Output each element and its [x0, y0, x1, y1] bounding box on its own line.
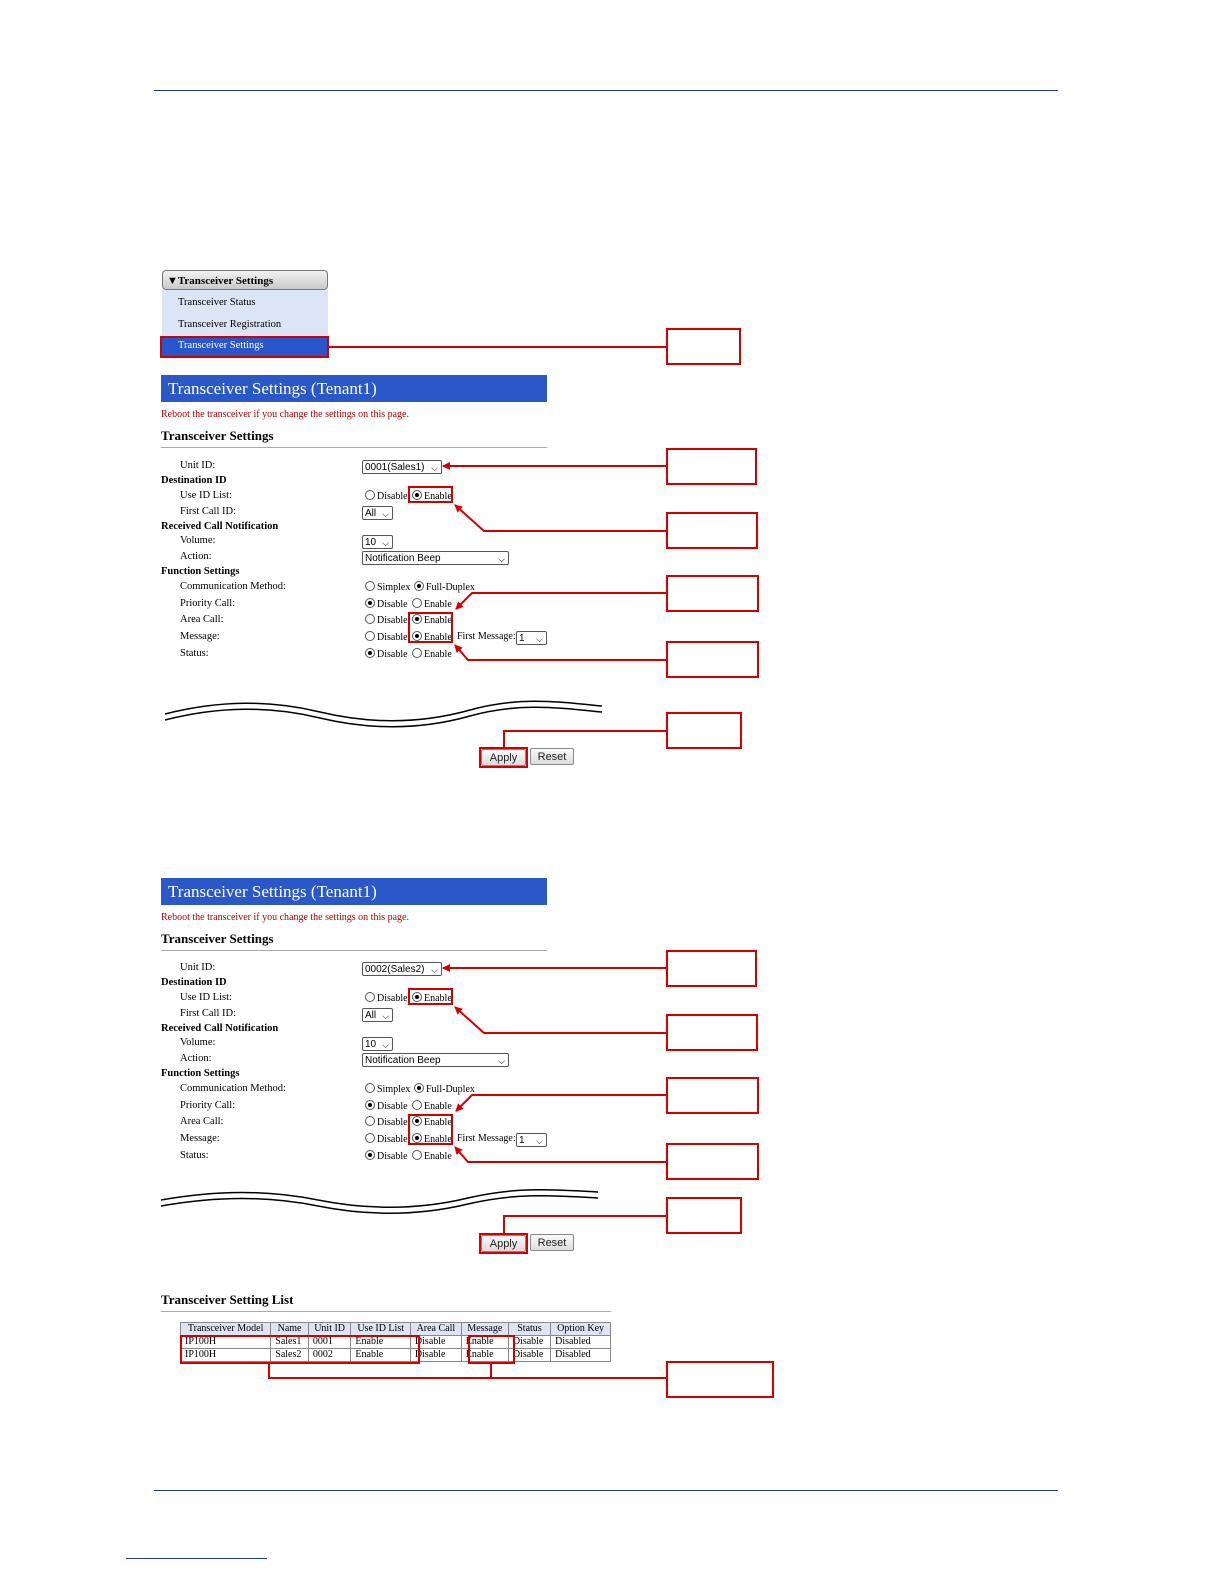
- area-call-enable[interactable]: Enable: [412, 1116, 452, 1128]
- label-use-id-list: Use ID List:: [180, 490, 232, 501]
- use-id-list-disable[interactable]: Disable: [365, 490, 408, 502]
- label-action: Action:: [180, 551, 212, 562]
- chevron-down-icon: ⌵: [431, 463, 438, 473]
- reboot-warning: Reboot the transceiver if you change the settings on this page.: [161, 912, 409, 923]
- message-enable[interactable]: Enable: [412, 631, 452, 643]
- cell: 0002: [308, 1349, 351, 1362]
- cell: Sales2: [271, 1349, 309, 1362]
- apply-button[interactable]: Apply: [481, 1235, 526, 1252]
- label-use-id-list: Use ID List:: [180, 992, 232, 1003]
- cell: IP100H: [181, 1336, 271, 1349]
- priority-call-enable[interactable]: Enable: [412, 598, 452, 610]
- label-communication-method: Communication Method:: [180, 581, 286, 592]
- label-unit-id: Unit ID:: [180, 962, 216, 973]
- comm-method-simplex[interactable]: Simplex: [365, 581, 410, 593]
- panel-title: Transceiver Settings (Tenant1): [161, 375, 547, 402]
- label-priority-call: Priority Call:: [180, 1100, 236, 1111]
- label-first-message: First Message:: [457, 631, 516, 642]
- label-message: Message:: [180, 631, 220, 642]
- label-first-call-id: First Call ID:: [180, 1008, 237, 1019]
- cell: Enable: [351, 1349, 411, 1362]
- chevron-down-icon: ⌵: [431, 965, 438, 975]
- label-first-message: First Message:: [457, 1133, 516, 1144]
- label-volume: Volume:: [180, 535, 216, 546]
- comm-method-full-duplex[interactable]: Full-Duplex: [414, 581, 475, 593]
- volume-select[interactable]: 10 ⌵: [362, 1037, 393, 1051]
- col-use-id-list: Use ID List: [351, 1323, 411, 1336]
- comm-method-full-duplex[interactable]: Full-Duplex: [414, 1083, 475, 1095]
- cell: Disable: [410, 1349, 461, 1362]
- status-disable[interactable]: Disable: [365, 1150, 408, 1162]
- chevron-down-icon: ⌵: [536, 1136, 543, 1146]
- menu-item-transceiver-registration[interactable]: Transceiver Registration: [178, 319, 282, 330]
- col-area-call: Area Call: [410, 1323, 461, 1336]
- use-id-list-disable[interactable]: Disable: [365, 992, 408, 1004]
- message-disable[interactable]: Disable: [365, 1133, 408, 1145]
- col-unit-id: Unit ID: [308, 1323, 351, 1336]
- reset-button[interactable]: Reset: [530, 748, 574, 765]
- label-communication-method: Communication Method:: [180, 1083, 286, 1094]
- chevron-down-icon: ⌵: [498, 1056, 505, 1066]
- setting-list-title: Transceiver Setting List: [161, 1292, 294, 1307]
- chevron-down-icon: ⌵: [536, 634, 543, 644]
- unit-id-select[interactable]: 0002(Sales2) ⌵: [362, 962, 442, 976]
- label-first-call-id: First Call ID:: [180, 506, 237, 517]
- group-destination-id: Destination ID: [161, 977, 227, 988]
- col-option-key: Option Key: [551, 1323, 611, 1336]
- message-disable[interactable]: Disable: [365, 631, 408, 643]
- chevron-down-icon: ⌵: [382, 538, 389, 548]
- use-id-list-enable[interactable]: Enable: [412, 490, 452, 502]
- reset-button[interactable]: Reset: [530, 1234, 574, 1251]
- chevron-down-icon: ⌵: [382, 509, 389, 519]
- cell: Enable: [461, 1349, 508, 1362]
- label-area-call: Area Call:: [180, 1116, 224, 1127]
- area-call-disable[interactable]: Disable: [365, 1116, 408, 1128]
- menu-header-label: Transceiver Settings: [177, 275, 274, 287]
- use-id-list-enable[interactable]: Enable: [412, 992, 452, 1004]
- cell: Disable: [410, 1336, 461, 1349]
- first-message-select[interactable]: 1 ⌵: [516, 1133, 547, 1147]
- first-call-id-select[interactable]: All ⌵: [362, 1008, 393, 1022]
- chevron-down-icon: ⌵: [382, 1040, 389, 1050]
- first-message-select[interactable]: 1 ⌵: [516, 631, 547, 645]
- area-call-enable[interactable]: Enable: [412, 614, 452, 626]
- col-transceiver-model: Transceiver Model: [181, 1323, 271, 1336]
- cell: 0001: [308, 1336, 351, 1349]
- chevron-down-icon: ⌵: [382, 1011, 389, 1021]
- status-enable[interactable]: Enable: [412, 1150, 452, 1162]
- first-call-id-select[interactable]: All ⌵: [362, 506, 393, 520]
- triangle-down-icon: ▼: [167, 275, 178, 287]
- group-function-settings: Function Settings: [161, 1068, 240, 1079]
- label-priority-call: Priority Call:: [180, 598, 236, 609]
- label-unit-id: Unit ID:: [180, 460, 216, 471]
- label-status: Status:: [180, 1150, 209, 1161]
- cell: Sales1: [271, 1336, 309, 1349]
- cell: Disable: [508, 1349, 550, 1362]
- menu-item-transceiver-settings[interactable]: Transceiver Settings: [162, 336, 328, 356]
- label-message: Message:: [180, 1133, 220, 1144]
- cell: Disabled: [551, 1336, 611, 1349]
- cell: Enable: [461, 1336, 508, 1349]
- menu-item-transceiver-status[interactable]: Transceiver Status: [178, 297, 256, 308]
- panel-title: Transceiver Settings (Tenant1): [161, 878, 547, 905]
- priority-call-disable[interactable]: Disable: [365, 598, 408, 610]
- message-enable[interactable]: Enable: [412, 1133, 452, 1145]
- section-heading: Transceiver Settings: [161, 931, 547, 951]
- chevron-down-icon: ⌵: [498, 554, 505, 564]
- group-function-settings: Function Settings: [161, 566, 240, 577]
- col-message: Message: [461, 1323, 508, 1336]
- priority-call-disable[interactable]: Disable: [365, 1100, 408, 1112]
- section-heading: Transceiver Settings: [161, 428, 547, 448]
- status-enable[interactable]: Enable: [412, 648, 452, 660]
- unit-id-select[interactable]: 0001(Sales1) ⌵: [362, 460, 442, 474]
- cell: Disable: [508, 1336, 550, 1349]
- group-received-call-notification: Received Call Notification: [161, 521, 279, 532]
- comm-method-simplex[interactable]: Simplex: [365, 1083, 410, 1095]
- priority-call-enable[interactable]: Enable: [412, 1100, 452, 1112]
- col-status: Status: [508, 1323, 550, 1336]
- label-volume: Volume:: [180, 1037, 216, 1048]
- volume-select[interactable]: 10 ⌵: [362, 535, 393, 549]
- label-area-call: Area Call:: [180, 614, 224, 625]
- action-select[interactable]: Notification Beep ⌵: [362, 1053, 509, 1067]
- area-call-disable[interactable]: Disable: [365, 614, 408, 626]
- group-received-call-notification: Received Call Notification: [161, 1023, 279, 1034]
- action-select[interactable]: Notification Beep ⌵: [362, 551, 509, 565]
- label-status: Status:: [180, 648, 209, 659]
- col-name: Name: [271, 1323, 309, 1336]
- reboot-warning: Reboot the transceiver if you change the settings on this page.: [161, 409, 409, 420]
- group-destination-id: Destination ID: [161, 475, 227, 486]
- cell: IP100H: [181, 1349, 271, 1362]
- apply-button[interactable]: Apply: [481, 749, 526, 766]
- cell: Enable: [351, 1336, 411, 1349]
- status-disable[interactable]: Disable: [365, 648, 408, 660]
- cell: Disabled: [551, 1349, 611, 1362]
- label-action: Action:: [180, 1053, 212, 1064]
